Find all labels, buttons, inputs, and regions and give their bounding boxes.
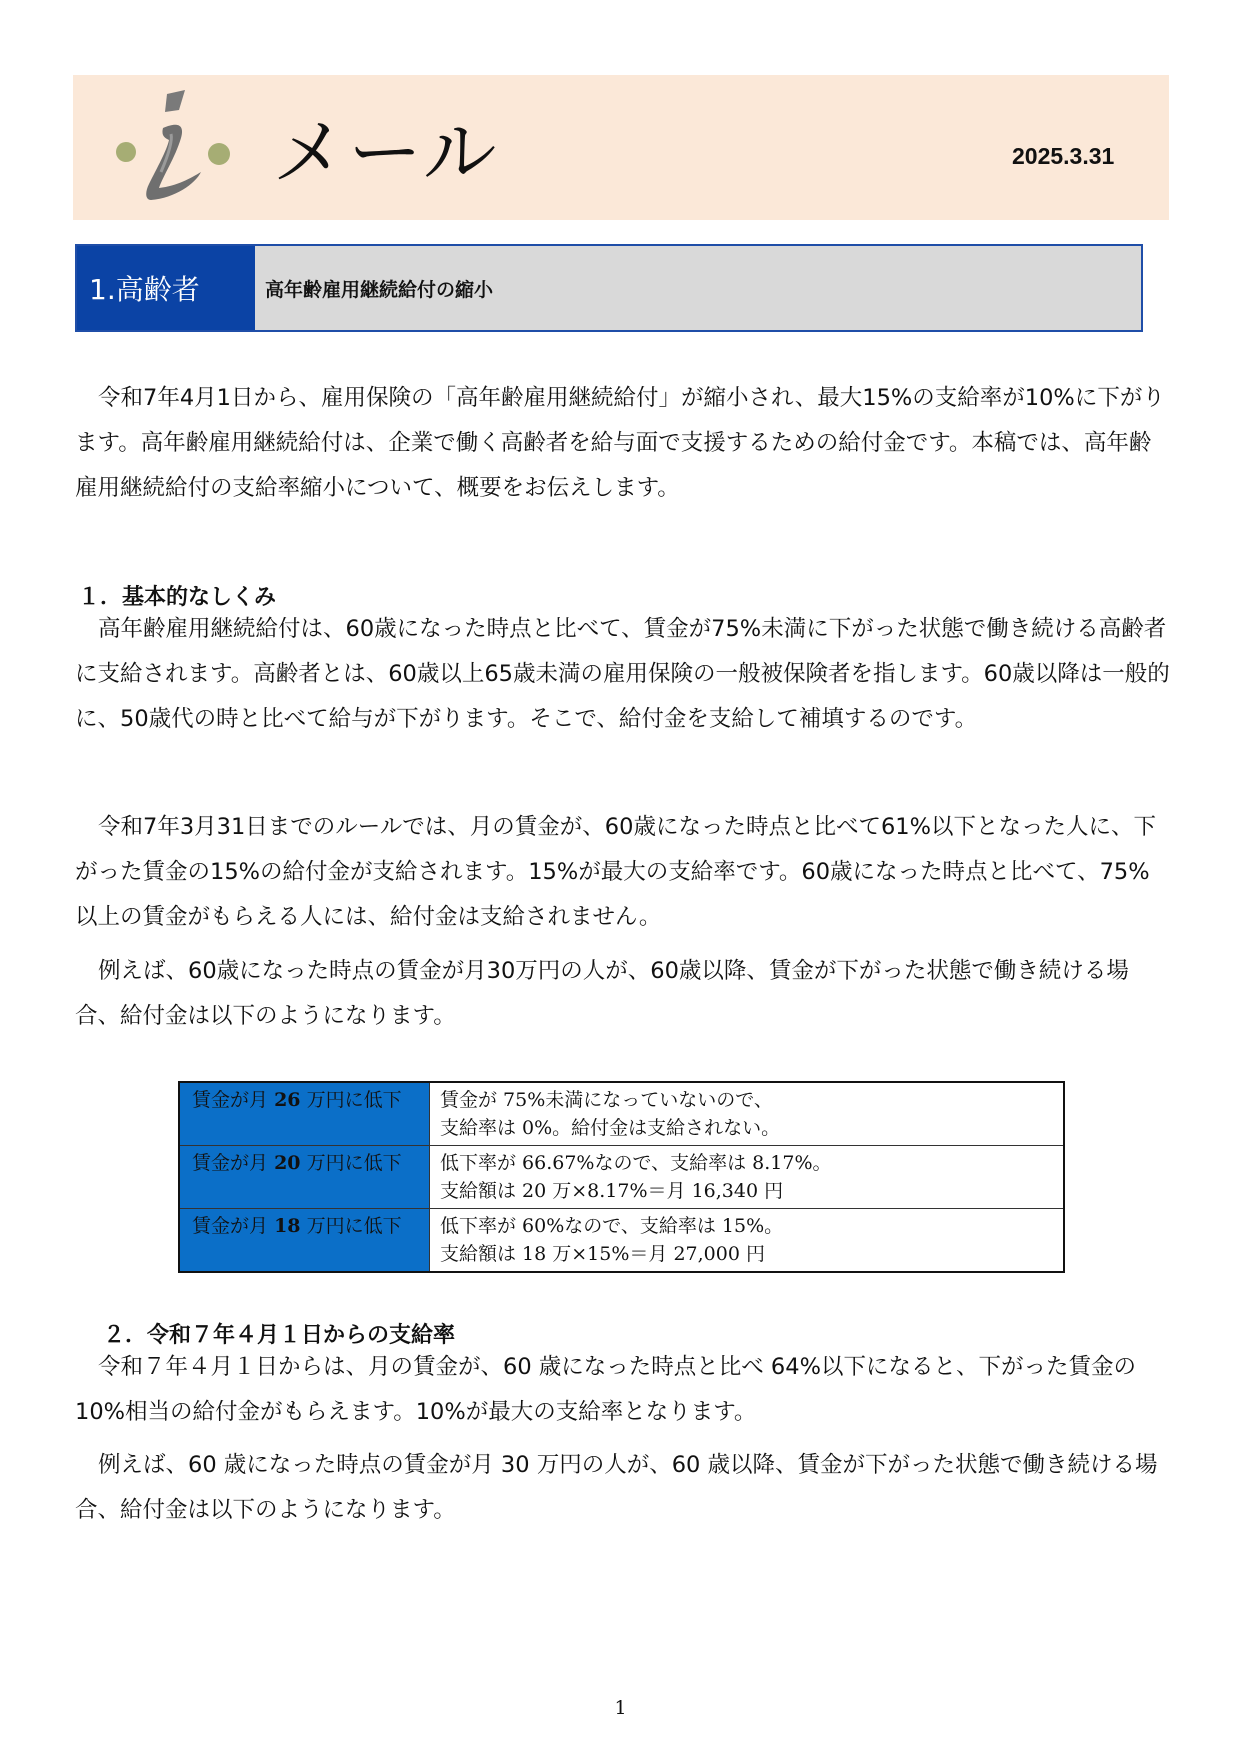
part2-paragraph-1: 令和７年４月１日からは、月の賃金が、60 歳になった時点と比べ 64%以下になると、下がった賃金の 10%相当の給付金がもらえます。10%が最大の支給率となります。 [75,1354,1136,1425]
part1-paragraph-2: 令和7年3月31日までのルールでは、月の賃金が、60歳になった時点と比べて61%以下となった人に、下がった賃金の15%の給付金が支給されます。15%が最大の支給率です。60歳になった時点と比べて、75%以上の賃金がもらえる人には、給付金は支給されません。 [75,814,1156,930]
row-label: 賃金が月 26 万円に低下 [179,1082,430,1146]
table-row [179,1146,1064,1209]
table-row [179,1082,1064,1146]
issue-date: 2025.3.31 [1012,143,1115,169]
row-description: 低下率が 66.67%なので、支給率は 8.17%。 支給額は 20 万×8.17%＝月 16,340 円 [430,1146,1065,1209]
part1-paragraph-1: 高年齢雇用継続給付は、60歳になった時点と比べて、賃金が75%未満に下がった状態で働き続ける高齢者に支給されます。高齢者とは、60歳以上65歳未満の雇用保険の一般被保険者を指します。60歳以降は一般的に、50歳代の時と比べて給与が下がります。そこで、給付金を支給して補填するのです。 [75,616,1170,732]
header-band [73,75,1169,220]
i-logo [115,88,235,203]
benefit-example-table [178,1081,1065,1273]
row-description: 賃金が 75%未満になっていないので、 支給率は 0%。給付金は支給されない。 [430,1082,1065,1146]
row-label: 賃金が月 20 万円に低下 [179,1146,430,1209]
section-title: 高年齢雇用継続給付の縮小 [265,278,494,301]
part1-heading: １．基本的なしくみ [78,585,277,610]
masthead-title: メール [272,110,499,196]
intro-paragraph: 令和7年4月1日から、雇用保険の「高年齢雇用継続給付」が縮小され、最大15%の支給率が10%に下がります。高年齢雇用継続給付は、企業で働く高齢者を給与面で支援するための給付金です。本稿では、高年齢雇用継続給付の支給率縮小について、概要をお伝えします。 [75,385,1165,501]
row-description: 低下率が 60%なので、支給率は 15%。 支給額は 18 万×15%＝月 27,000 円 [430,1209,1065,1273]
part1-paragraph-3: 例えば、60歳になった時点の賃金が月30万円の人が、60歳以降、賃金が下がった状態で働き続ける場合、給付金は以下のようになります。 [75,958,1129,1029]
page-number: 1 [614,1697,627,1719]
section-bar [75,244,1143,332]
row-label: 賃金が月 18 万円に低下 [179,1209,430,1273]
table-row [179,1209,1064,1273]
section-tag: 1.高齢者 [77,246,255,330]
part2-heading: ２．令和７年４月１日からの支給率 [103,1323,456,1348]
part2-paragraph-2: 例えば、60 歳になった時点の賃金が月 30 万円の人が、60 歳以降、賃金が下がった状態で働き続ける場合、給付金は以下のようになります。 [75,1452,1158,1523]
